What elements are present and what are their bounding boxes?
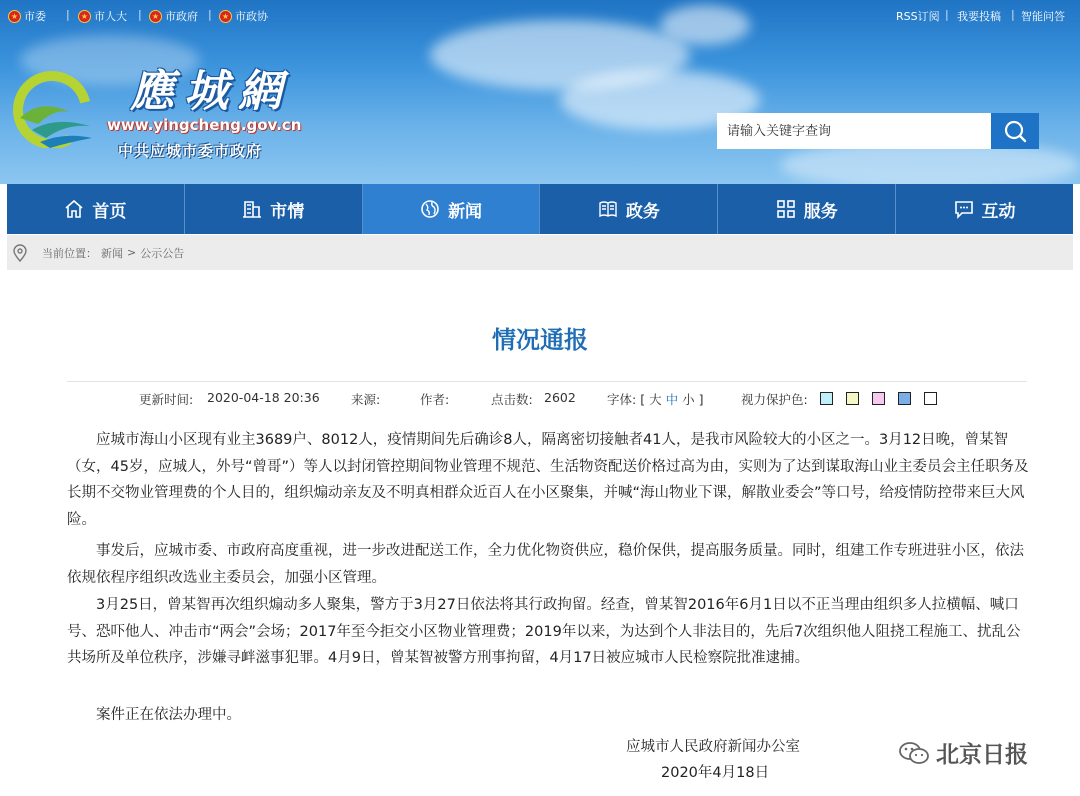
- eye-color-white[interactable]: [924, 392, 937, 405]
- wechat-icon: [898, 740, 930, 766]
- divider: |: [66, 8, 70, 21]
- font-size-control: [607, 390, 703, 408]
- emblem-icon: ★: [78, 10, 91, 23]
- article-paragraph: 案件正在依法办理中。: [96, 707, 241, 723]
- article-date: 2020年4月18日: [661, 765, 770, 781]
- book-icon: [598, 199, 618, 219]
- divider: |: [945, 8, 949, 21]
- nav-label: 新闻: [448, 201, 483, 222]
- updated-time: 2020-04-18 20:36: [207, 390, 320, 405]
- search-box: [717, 113, 1039, 149]
- top-link-government[interactable]: ★ 市政府: [149, 8, 198, 24]
- font-size-label: 字体:: [607, 392, 637, 407]
- views-label: 点击数:: [491, 392, 533, 407]
- eye-color-blue[interactable]: [898, 392, 911, 405]
- bracket: ]: [698, 392, 704, 407]
- building-icon: [242, 199, 262, 219]
- watermark-label: 北京日报: [936, 742, 1028, 768]
- home-icon: [64, 199, 84, 219]
- top-bar: [0, 0, 1080, 30]
- grid-icon: [776, 199, 796, 219]
- nav-news[interactable]: [363, 184, 541, 234]
- search-icon: [1002, 118, 1028, 144]
- eye-color-yellow[interactable]: [846, 392, 859, 405]
- top-link-peoples-congress[interactable]: ★ 市人大: [78, 8, 127, 24]
- nav-city-info[interactable]: [185, 184, 363, 234]
- site-brand-title: 應城網: [130, 66, 292, 117]
- site-header: [0, 0, 1080, 184]
- nav-label: 服务: [803, 201, 838, 222]
- site-logo-icon[interactable]: [10, 68, 94, 148]
- smart-qa-link[interactable]: 智能问答: [1021, 10, 1065, 23]
- breadcrumb-news[interactable]: 新闻: [101, 246, 123, 260]
- rss-link[interactable]: RSS订阅: [896, 10, 940, 23]
- top-link-party-committee[interactable]: ★ 市委: [8, 8, 46, 24]
- font-size-medium[interactable]: 中: [665, 392, 679, 407]
- eye-color-pink[interactable]: [872, 392, 885, 405]
- emblem-icon: ★: [149, 10, 162, 23]
- eye-protect-label: 视力保护色:: [741, 392, 808, 407]
- article-title: 情况通报: [492, 326, 588, 354]
- search-input[interactable]: [717, 113, 991, 149]
- top-link-cppcc[interactable]: ★ 市政协: [219, 8, 268, 24]
- bracket: [: [640, 392, 646, 407]
- nav-label: 互动: [981, 201, 1016, 222]
- article-signature: 应城市人民政府新闻办公室: [626, 739, 800, 755]
- article-paragraph: 应城市海山小区现有业主3689户、8012人，疫情期间先后确诊8人，隔离密切接触者41人，是我市风险较大的小区之一。3月12日晚，曾某智（女，45岁，应城人，外号“曾哥”）等人以封闭管控期间物业管理不规范、生活物资配送价格过高为由，实则为了达到谋取海山业主委员会主任职务及长期不交物业管理费的个人目的，组织煽动亲友及不明真相群众近百人在小区聚集，并喊“海山物业下课，解散业委会”等口号，给疫情防控带来巨大风险。: [67, 432, 1029, 528]
- emblem-icon: ★: [219, 10, 232, 23]
- nav-government-affairs[interactable]: [540, 184, 718, 234]
- watermark: [898, 736, 1028, 769]
- search-button[interactable]: [991, 113, 1039, 149]
- nav-label: 首页: [92, 201, 127, 222]
- divider: |: [138, 8, 142, 21]
- nav-home[interactable]: [7, 184, 185, 234]
- source-label: 来源:: [351, 392, 381, 407]
- breadcrumb-notices[interactable]: 公示公告: [140, 246, 185, 260]
- nav-label: 市情: [270, 201, 305, 222]
- divider: |: [208, 8, 212, 21]
- submit-article-link[interactable]: 我要投稿: [957, 10, 1001, 23]
- nav-services[interactable]: [718, 184, 896, 234]
- eye-protect-control: [741, 390, 946, 408]
- emblem-icon: ★: [8, 10, 21, 23]
- site-org-name: 中共应城市委市政府: [118, 142, 263, 160]
- article-container: [7, 270, 1073, 796]
- font-size-small[interactable]: 小: [682, 392, 695, 407]
- author-label: 作者:: [420, 392, 450, 407]
- location-pin-icon: [12, 244, 28, 262]
- nav-label: 政务: [625, 201, 660, 222]
- article-paragraph: 事发后，应城市委、市政府高度重视，进一步改进配送工作，全力优化物资供应，稳价保供，提高服务质量。同时，组建工作专班进驻小区，依法依规依程序组织改选业主委员会，加强小区管理。: [67, 543, 1024, 586]
- font-size-large[interactable]: 大: [649, 392, 662, 407]
- breadcrumb: [7, 235, 1073, 270]
- eye-color-cyan[interactable]: [820, 392, 833, 405]
- breadcrumb-prefix: 当前位置：: [42, 246, 97, 260]
- nav-interaction[interactable]: [896, 184, 1073, 234]
- divider: |: [1011, 8, 1015, 21]
- views-count: 2602: [544, 390, 576, 405]
- updated-label: 更新时间:: [139, 392, 194, 407]
- globe-icon: [420, 199, 440, 219]
- article-paragraph: 3月25日，曾某智再次组织煽动多人聚集，警方于3月27日依法将其行政拘留。经查，曾某智2016年6月1日以不正当理由组织多人拉横幅、喊口号、恐吓他人、冲击市“两会”会场；2017年至今拒交小区物业管理费；2019年以来，为达到个人非法目的，先后7次组织他人阻挠工程施工、扰乱公共场所及单位秩序，涉嫌寻衅滋事犯罪。4月9日，曾某智被警方刑事拘留，4月17日被应城市人民检察院批准逮捕。: [67, 597, 1021, 667]
- site-url: www.yingcheng.gov.cn: [107, 116, 302, 134]
- breadcrumb-separator: >: [127, 246, 137, 259]
- article-meta: [67, 381, 1027, 412]
- chat-icon: [954, 199, 974, 219]
- main-nav: [7, 184, 1073, 234]
